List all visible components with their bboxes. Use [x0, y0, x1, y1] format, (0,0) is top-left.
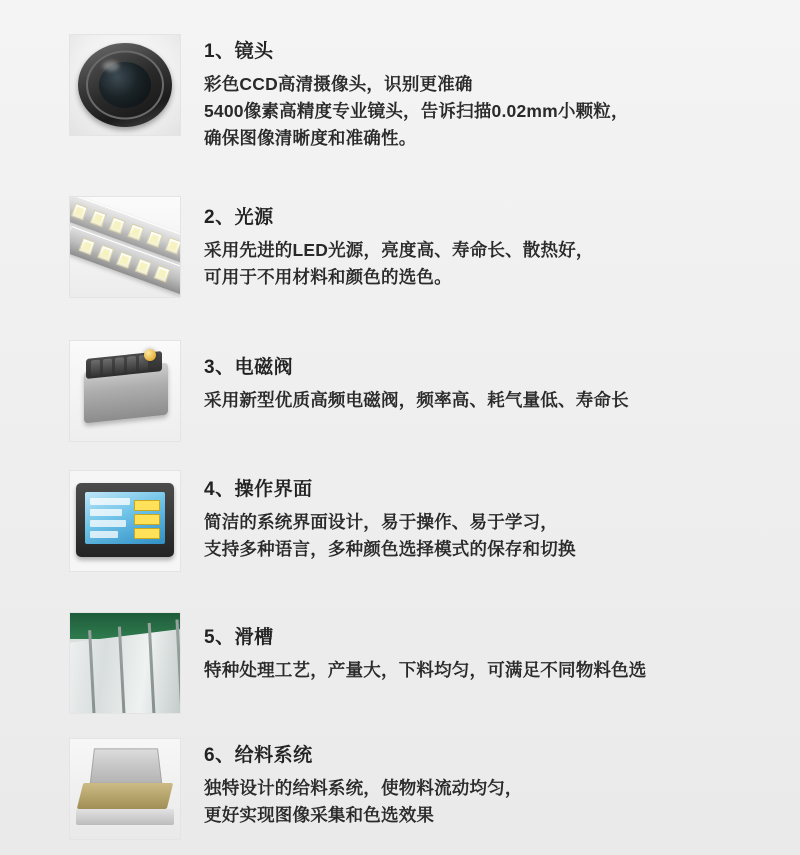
feature-line-6-2: 更好实现图像采集和色选效果	[204, 804, 435, 825]
feature-line-1-2: 5400像素高精度专业镜头，告诉扫描0.02mm小颗粒，	[204, 100, 629, 121]
feature-item-chute	[60, 612, 800, 714]
feature-title-2: 2、光源	[204, 207, 274, 228]
hmi-touch-panel-photo	[69, 470, 181, 572]
feature-image-wrap-6	[60, 738, 190, 840]
feature-line-2-2: 可用于不用材料和颜色的选色。	[204, 266, 452, 287]
feature-image-wrap-5	[60, 612, 190, 714]
feature-line-4-1: 简洁的系统界面设计，易于操作、易于学习，	[204, 511, 558, 532]
feature-title-6: 6、给料系统	[204, 745, 313, 766]
feature-title-3: 3、电磁阀	[204, 357, 294, 378]
feature-text-6	[190, 738, 800, 829]
chute-photo	[69, 612, 181, 714]
feature-line-4-2: 支持多种语言，多种颜色选择模式的保存和切换	[204, 538, 576, 559]
feature-title-5: 5、滑槽	[204, 627, 274, 648]
feature-image-wrap-2	[60, 196, 190, 298]
feature-text-5	[190, 612, 800, 684]
feature-line-1-1: 彩色CCD高清摄像头，识别更准确	[204, 73, 473, 94]
feature-line-5-1: 特种处理工艺，产量大，下料均匀，可满足不同物料色选	[204, 659, 647, 680]
feature-item-feeding-system	[60, 738, 800, 840]
feature-image-wrap-3	[60, 340, 190, 442]
feature-image-wrap-1	[60, 34, 190, 136]
feature-line-1-3: 确保图像清晰度和准确性。	[204, 128, 417, 148]
feature-item-operation-interface	[60, 470, 800, 572]
feature-item-solenoid-valve	[60, 340, 800, 442]
feature-text-2	[190, 196, 800, 291]
feature-line-3-1: 采用新型优质高频电磁阀，频率高、耗气量低、寿命长	[204, 389, 629, 410]
feature-text-4	[190, 470, 800, 563]
feature-line-2-1: 采用先进的LED光源，亮度高、寿命长、散热好，	[204, 239, 594, 260]
feature-item-light-source	[60, 196, 800, 298]
solenoid-valve-photo	[69, 340, 181, 442]
camera-lens-photo	[69, 34, 181, 136]
feature-title-4: 4、操作界面	[204, 479, 313, 500]
feature-text-3	[190, 340, 800, 414]
feature-text-1	[190, 34, 800, 152]
led-light-bar-photo	[69, 196, 181, 298]
feature-item-lens	[60, 34, 800, 152]
feature-line-6-1: 独特设计的给料系统，使物料流动均匀，	[204, 777, 523, 798]
feature-title-1: 1、镜头	[204, 41, 274, 62]
feeder-system-photo	[69, 738, 181, 840]
feature-image-wrap-4	[60, 470, 190, 572]
